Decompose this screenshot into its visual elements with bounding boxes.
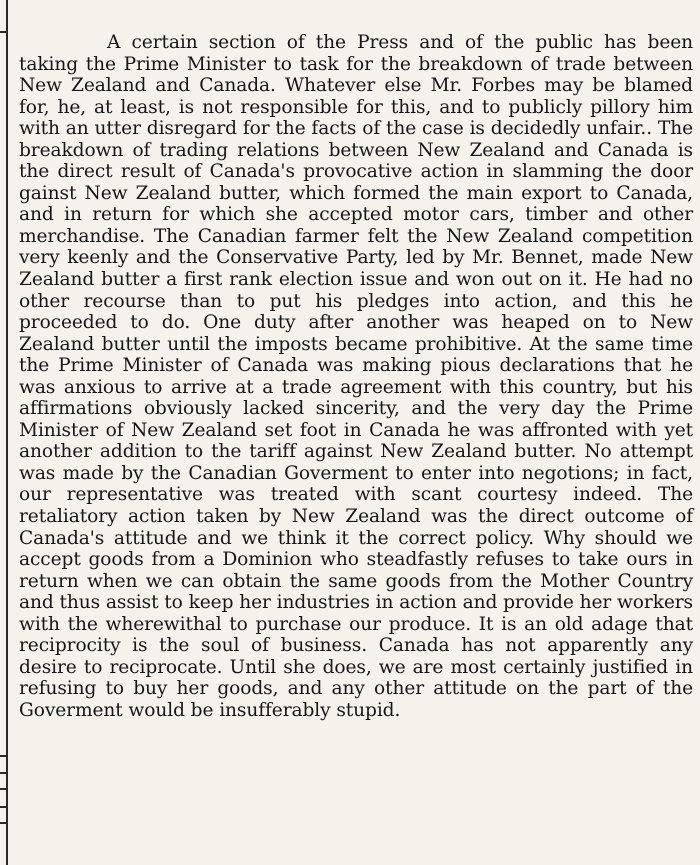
column-rule-tick bbox=[0, 822, 7, 824]
editorial-paragraph: A certain section of the Press and of the public has been taking the Prime Minister to task for the breakdown of trade between New Zealand and Canada. Whatever else Mr. Forbes may be blamed for, he, at least, is not responsible for this, and to publicly pillory him with an utter disregard for the facts of the case is decidedly unfair.. The breakdown of trading relations between New Zealand and Canada is the direct result of Canada's provocative action in slamming the door gainst New Zealand butter, which formed the main export to Canada, and in return for which she accepted motor cars, timber and other merchandise. The Canadian farmer felt the New Zealand competition very keenly and the Conservative Party, led by Mr. Bennet, made New Zealand butter a first rank election issue and won out on it. He had no other recourse than to put his pledges into action, and this he proceeded to do. One duty after another was heaped on to New Zealand butter until the imposts became prohibitive. At the same time the Prime Minister of Canada was making pious declarations that he was anxious to arrive at a trade agreement with this country, but his affirmations obviously lacked sincerity, and the very day the Prime Minister of New Zealand set foot in Canada he was affronted with yet another addition to the tariff against New Zealand butter. No attempt was made by the Canadian Goverment to enter into negotions; in fact, our representative was treated with scant courtesy indeed. The retaliatory action taken by New Zealand was the direct outcome of Canada's attitude and we think it the correct policy. Why should we accept goods from a Dominion who steadfastly refuses to take ours in return when we can obtain the same goods from the Mother Country and thus assist to keep her industries in action and provide her workers with the wherewithal to purchase our produce. It is an old adage that reciprocity is the soul of business. Canada has not apparently any desire to reciprocate. Until she does, we are most certainly justified in refusing to buy her goods, and any other attitude on the part of the Goverment would be insufferably stupid. bbox=[19, 32, 693, 721]
column-rule-tick bbox=[0, 755, 7, 757]
column-rule-tick bbox=[0, 31, 7, 33]
column-rule-tick bbox=[0, 788, 7, 790]
column-rule-tick bbox=[0, 806, 7, 808]
column-rule bbox=[6, 0, 8, 865]
column-rule-tick bbox=[0, 772, 7, 774]
